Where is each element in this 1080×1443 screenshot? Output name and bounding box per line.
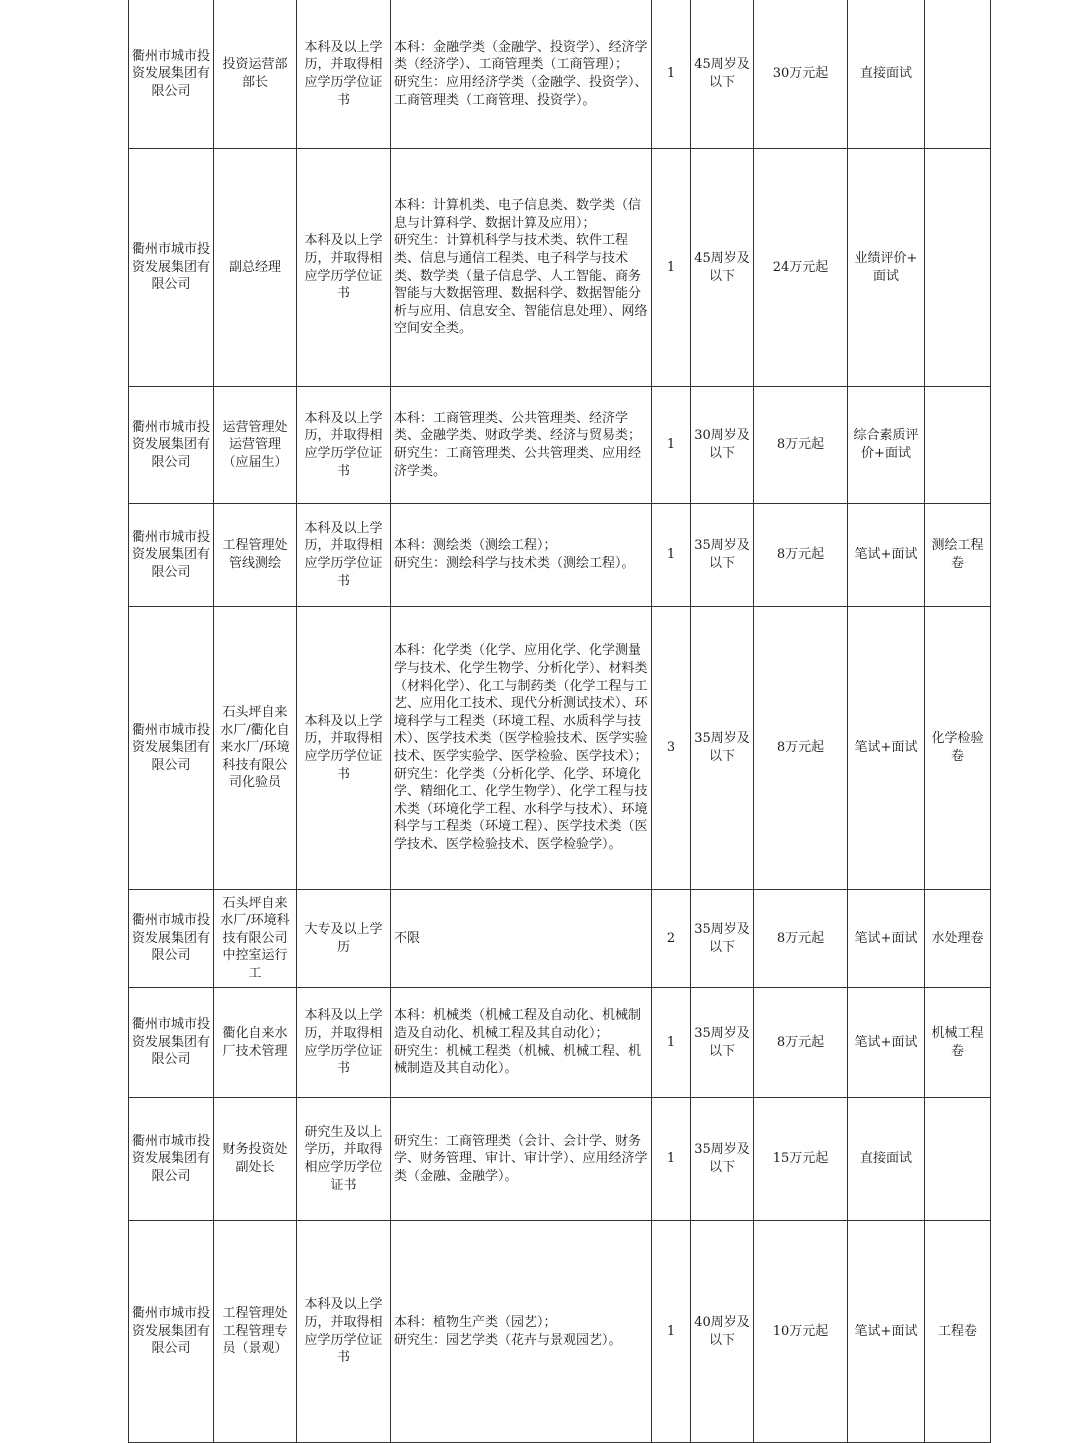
company-cell-text: 衢州市城市投 资发展集团有 限公司 — [132, 1133, 211, 1184]
major-cell — [391, 0, 652, 149]
salary-cell-text: 8万元起 — [776, 547, 825, 563]
age-cell-text: 35周岁及 以下 — [694, 1142, 750, 1175]
count-cell-text: 3 — [666, 740, 676, 756]
education-cell — [297, 149, 391, 387]
table-row — [129, 149, 991, 387]
education-cell-text: 本科及以上学 历，并取得相 应学历学位证 书 — [304, 713, 383, 782]
education-cell — [297, 1098, 391, 1221]
method-cell-text: 笔试+面试 — [854, 1323, 918, 1339]
education-cell-text: 大专及以上学 历 — [304, 921, 383, 955]
count-cell-text: 1 — [666, 1151, 676, 1167]
education-cell-text: 本科及以上学 历，并取得相 应学历学位证 书 — [304, 233, 383, 302]
age-cell — [691, 890, 754, 988]
education-cell-text: 研究生及以上 学历，并取得 相应学历学位 证书 — [304, 1124, 383, 1193]
education-cell-text: 本科及以上学 历，并取得相 应学历学位证 书 — [304, 1297, 383, 1366]
company-cell-text: 衢州市城市投 资发展集团有 限公司 — [132, 1306, 211, 1357]
salary-cell — [754, 0, 848, 149]
table-row — [129, 0, 991, 149]
position-cell-text: 工程管理处 工程管理专 员（景观） — [222, 1306, 288, 1357]
major-cell-text: 研究生：工商管理类（会计、会计学、财务学、财务管理、审计、审计学）、应用经济学类（金融、金融学）。 — [394, 1133, 648, 1184]
major-cell — [391, 149, 652, 387]
age-cell — [691, 988, 754, 1098]
method-cell — [848, 1221, 925, 1443]
company-cell-text: 衢州市城市投 资发展集团有 限公司 — [132, 529, 211, 580]
age-cell-text: 35周岁及 以下 — [694, 731, 750, 764]
count-cell-text: 1 — [666, 547, 676, 563]
method-cell-text: 直接面试 — [859, 1151, 912, 1167]
education-cell — [297, 387, 391, 504]
company-cell-text: 衢州市城市投 资发展集团有 限公司 — [132, 913, 211, 964]
education-cell — [297, 504, 391, 607]
company-cell — [129, 1221, 214, 1443]
company-cell — [129, 890, 214, 988]
major-cell-text: 本科：测绘类（测绘工程）； 研究生：测绘科学与技术类（测绘工程）。 — [394, 538, 635, 571]
major-cell-text: 本科：植物生产类（园艺）； 研究生：园艺学类（花卉与景观园艺）。 — [394, 1314, 622, 1348]
education-cell — [297, 1221, 391, 1443]
company-cell — [129, 988, 214, 1098]
position-cell-text: 运营管理处 运营管理 （应届生） — [222, 419, 288, 470]
position-cell-text: 投资运营部 部长 — [222, 57, 288, 90]
age-cell-text: 35周岁及 以下 — [694, 538, 750, 571]
count-cell — [652, 607, 691, 890]
method-cell — [848, 1098, 925, 1221]
table-row — [129, 607, 991, 890]
company-cell — [129, 0, 214, 149]
education-cell-text: 本科及以上学 历，并取得相 应学历学位证 书 — [304, 39, 383, 108]
company-cell — [129, 149, 214, 387]
salary-cell — [754, 988, 848, 1098]
company-cell-text: 衢州市城市投 资发展集团有 限公司 — [132, 1017, 211, 1068]
method-cell-text: 综合素质评 价+面试 — [853, 428, 919, 461]
exam-cell-text: 测绘工程 卷 — [931, 538, 984, 571]
major-cell-text: 本科：工商管理类、公共管理类、经济学类、金融学类、财政学类、经济与贸易类； 研究生：工商管理类、公共管理类、应用经济学类。 — [394, 410, 642, 479]
education-cell — [297, 0, 391, 149]
method-cell-text: 业绩评价+ 面试 — [854, 250, 918, 284]
salary-cell-text: 24万元起 — [772, 259, 829, 275]
method-cell-text: 笔试+面试 — [854, 740, 918, 756]
major-cell — [391, 387, 652, 504]
count-cell — [652, 149, 691, 387]
exam-cell — [925, 607, 991, 890]
company-cell-text: 衢州市城市投 资发展集团有 限公司 — [132, 419, 211, 470]
position-cell — [214, 1098, 297, 1221]
method-cell — [848, 149, 925, 387]
exam-cell — [925, 1221, 991, 1443]
salary-cell-text: 10万元起 — [772, 1323, 829, 1339]
major-cell — [391, 890, 652, 988]
age-cell — [691, 1098, 754, 1221]
method-cell-text: 笔试+面试 — [854, 1034, 918, 1050]
age-cell — [691, 504, 754, 607]
position-cell-text: 工程管理处 管线测绘 — [222, 538, 288, 571]
company-cell-text: 衢州市城市投 资发展集团有 限公司 — [132, 242, 211, 293]
method-cell-text: 直接面试 — [859, 66, 912, 82]
position-cell — [214, 1221, 297, 1443]
method-cell — [848, 504, 925, 607]
position-cell — [214, 0, 297, 149]
age-cell-text: 35周岁及 以下 — [694, 1025, 750, 1059]
table-row — [129, 1221, 991, 1443]
major-cell-text: 不限 — [394, 930, 421, 946]
method-cell-text: 笔试+面试 — [854, 547, 918, 563]
method-cell — [848, 0, 925, 149]
major-cell-text: 本科：金融学类（金融学、投资学）、经济学类（经济学）、工商管理类（工商管理）； 研究生：应用经济学类（金融学、投资学）、工商管理类（工商管理、投资学）。 — [394, 39, 648, 108]
age-cell — [691, 149, 754, 387]
count-cell — [652, 890, 691, 988]
position-cell-text: 衢化自来水 厂技术管理 — [222, 1025, 288, 1059]
salary-cell — [754, 149, 848, 387]
salary-cell-text: 8万元起 — [776, 437, 825, 453]
age-cell-text: 30周岁及 以下 — [694, 428, 750, 461]
position-cell — [214, 387, 297, 504]
position-cell-text: 财务投资处 副处长 — [222, 1142, 288, 1175]
exam-cell-text: 机械工程 卷 — [931, 1025, 984, 1059]
method-cell — [848, 387, 925, 504]
company-cell — [129, 607, 214, 890]
major-cell — [391, 1098, 652, 1221]
age-cell — [691, 0, 754, 149]
count-cell — [652, 1221, 691, 1443]
count-cell-text: 1 — [666, 437, 676, 453]
recruitment-table — [128, 0, 991, 1443]
count-cell — [652, 387, 691, 504]
position-cell-text: 石头坪自来 水厂/衢化自 来水厂/环境 科技有限公 司化验员 — [220, 705, 290, 791]
major-cell-text: 本科：化学类（化学、应用化学、化学测量学与技术、化学生物学、分析化学）、材料类（材料化学）、化工与制药类（化学工程与工艺、应用化工技术、现代分析测试技术）、环境科学与工程类（环境工程、水质科学与技术）、医学技术类（医学检验技术、医学实验技术、医学实验学、医学检验、医学技术）； 研究生：化学类（分析化学、化学、环境化学、精细化工、化学生物学）、化学工程与技术类（环境化学工程、水科学与技术）、环境科学与工程类（环境工程）、医学技术类（医学技术、医学检验技术、医学检验学）。 — [394, 643, 648, 852]
position-cell-text: 石头坪自来 水厂/环境科 技有限公司 中控室运行 工 — [220, 895, 290, 981]
exam-cell — [925, 149, 991, 387]
exam-cell — [925, 890, 991, 988]
education-cell — [297, 988, 391, 1098]
education-cell — [297, 890, 391, 988]
method-cell-text: 笔试+面试 — [854, 930, 918, 946]
age-cell-text: 45周岁及 以下 — [694, 250, 750, 284]
exam-cell — [925, 504, 991, 607]
position-cell-text: 副总经理 — [228, 259, 281, 275]
exam-cell — [925, 988, 991, 1098]
method-cell — [848, 988, 925, 1098]
age-cell-text: 40周岁及 以下 — [694, 1314, 750, 1348]
method-cell — [848, 607, 925, 890]
position-cell — [214, 988, 297, 1098]
count-cell — [652, 988, 691, 1098]
table-row — [129, 504, 991, 607]
salary-cell — [754, 1221, 848, 1443]
position-cell — [214, 607, 297, 890]
count-cell — [652, 0, 691, 149]
company-cell — [129, 387, 214, 504]
table-row — [129, 988, 991, 1098]
major-cell — [391, 607, 652, 890]
major-cell-text: 本科：计算机类、电子信息类、数学类（信息与计算科学、数据计算及应用）； 研究生：计算机科学与技术类、软件工程类、信息与通信工程类、电子科学与技术类、数学类（量子信息学、人工智能、商务智能与大数据管理、数据科学、数据智能分析与应用、信息安全、智能信息处理）、网络空间安全类。 — [394, 198, 648, 337]
count-cell — [652, 504, 691, 607]
company-cell-text: 衢州市城市投 资发展集团有 限公司 — [132, 722, 211, 773]
exam-cell-text: 工程卷 — [937, 1323, 977, 1339]
age-cell — [691, 387, 754, 504]
salary-cell-text: 8万元起 — [776, 930, 825, 946]
exam-cell — [925, 1098, 991, 1221]
age-cell-text: 45周岁及 以下 — [694, 57, 750, 90]
exam-cell — [925, 387, 991, 504]
major-cell — [391, 988, 652, 1098]
table-row — [129, 387, 991, 504]
exam-cell-text: 水处理卷 — [931, 930, 984, 946]
count-cell-text: 2 — [666, 930, 676, 946]
education-cell-text: 本科及以上学 历，并取得相 应学历学位证 书 — [304, 410, 383, 479]
salary-cell — [754, 387, 848, 504]
count-cell-text: 1 — [666, 1323, 676, 1339]
salary-cell-text: 8万元起 — [776, 740, 825, 756]
method-cell — [848, 890, 925, 988]
education-cell — [297, 607, 391, 890]
position-cell — [214, 149, 297, 387]
company-cell-text: 衢州市城市投 资发展集团有 限公司 — [132, 48, 211, 99]
salary-cell — [754, 890, 848, 988]
salary-cell-text: 15万元起 — [772, 1151, 829, 1167]
education-cell-text: 本科及以上学 历，并取得相 应学历学位证 书 — [304, 520, 383, 589]
salary-cell-text: 30万元起 — [772, 66, 829, 82]
exam-cell — [925, 0, 991, 149]
table-row — [129, 1098, 991, 1221]
age-cell — [691, 1221, 754, 1443]
count-cell-text: 1 — [666, 1034, 676, 1050]
education-cell-text: 本科及以上学 历，并取得相 应学历学位证 书 — [304, 1008, 383, 1077]
count-cell-text: 1 — [666, 259, 676, 275]
age-cell-text: 35周岁及 以下 — [694, 921, 750, 955]
position-cell — [214, 504, 297, 607]
salary-cell — [754, 607, 848, 890]
count-cell-text: 1 — [666, 66, 676, 82]
table-row — [129, 890, 991, 988]
major-cell — [391, 504, 652, 607]
salary-cell — [754, 1098, 848, 1221]
major-cell — [391, 1221, 652, 1443]
major-cell-text: 本科：机械类（机械工程及自动化、机械制造及自动化、机械工程及其自动化）； 研究生：机械工程类（机械、机械工程、机械制造及其自动化）。 — [394, 1008, 642, 1077]
salary-cell — [754, 504, 848, 607]
age-cell — [691, 607, 754, 890]
exam-cell-text: 化学检验 卷 — [931, 731, 984, 764]
position-cell — [214, 890, 297, 988]
count-cell — [652, 1098, 691, 1221]
company-cell — [129, 1098, 214, 1221]
company-cell — [129, 504, 214, 607]
salary-cell-text: 8万元起 — [776, 1034, 825, 1050]
